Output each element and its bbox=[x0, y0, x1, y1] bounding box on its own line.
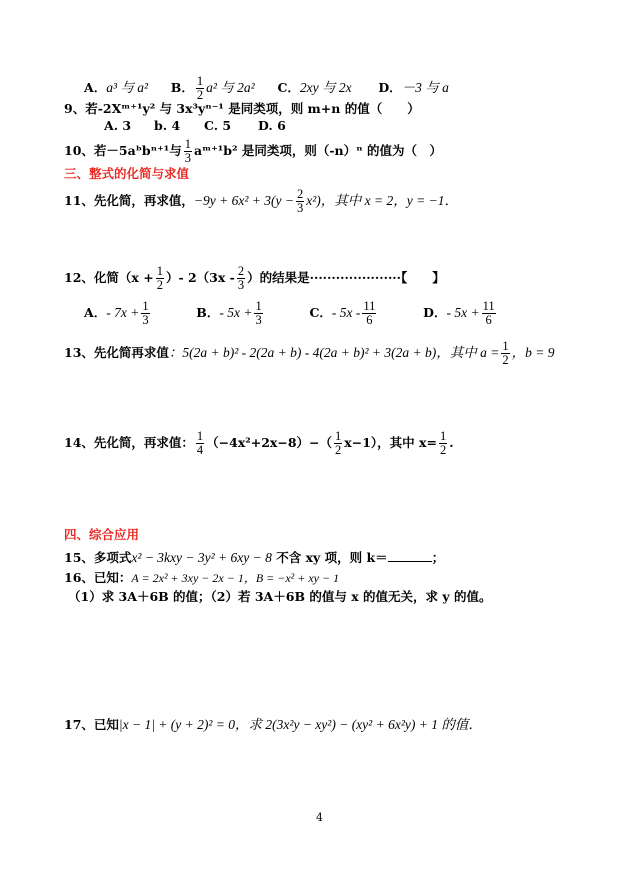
q16-prefix: 16、已知： bbox=[64, 570, 132, 585]
q14-suffix: . bbox=[449, 435, 454, 451]
q12-a-denominator: 3 bbox=[142, 313, 149, 328]
q8-option-c-label: C． bbox=[277, 80, 300, 96]
q16-expression: A = 2x² + 3xy − 2x − 1，B = −x² + xy − 1 bbox=[131, 571, 340, 585]
q11-fraction bbox=[296, 188, 304, 215]
q11-expression-a: −9y + 6x² + 3(y − bbox=[193, 193, 294, 209]
q10-fraction bbox=[184, 138, 192, 165]
q14-fraction-1 bbox=[196, 430, 204, 457]
q9-option-c: C. 5 bbox=[204, 118, 232, 133]
q9-stem: 9、若-2Xᵐ⁺¹y² 与 3x³yⁿ⁻¹ 是同类项，则 m+n 的值（ ） bbox=[64, 101, 420, 116]
q15-prefix: 15、多项式 bbox=[64, 550, 132, 565]
q8-option-c-text: 2xy 与 2x bbox=[299, 80, 352, 96]
q12-fraction-2 bbox=[237, 265, 245, 292]
q14-f1-denominator: 4 bbox=[196, 443, 204, 458]
q13-fraction bbox=[501, 340, 509, 367]
q11-stem bbox=[64, 188, 458, 215]
q17-stem bbox=[64, 718, 482, 732]
q12-option-d-label: D． bbox=[423, 305, 447, 321]
q9-option-a: A. 3 bbox=[104, 118, 132, 133]
q12-stem bbox=[64, 265, 445, 292]
q12-f2-numerator: 2 bbox=[237, 264, 245, 278]
q12-d-denominator: 6 bbox=[485, 313, 492, 328]
q15-stem bbox=[64, 551, 444, 565]
q13-prefix: 13、先化简再求值 bbox=[64, 345, 169, 361]
q12-f2-denominator: 3 bbox=[237, 278, 245, 293]
q12-option-d-text: - 5x + bbox=[446, 305, 480, 321]
q13-stem bbox=[64, 340, 555, 367]
q8-option-b-label: B． bbox=[170, 80, 194, 96]
q14-stem bbox=[64, 430, 454, 457]
q12-f1-denominator: 2 bbox=[156, 278, 163, 293]
q14-f2-denominator: 2 bbox=[335, 443, 342, 458]
q14-prefix: 14、先化简，再求值： bbox=[64, 435, 194, 451]
q15-middle: 不含 xy 项，则 k＝ bbox=[276, 550, 388, 565]
q17-expression: |x − 1| + (y + 2)² = 0，求 2(3x²y − xy²) − (xy² + 6x²y) + 1 的值． bbox=[118, 717, 482, 732]
section3-title: 三、整式的化简与求值 bbox=[64, 166, 190, 181]
q8-option-d-label: D． bbox=[378, 80, 402, 96]
q13-expression: ：5(2a + b)² - 2(2a + b) - 4(2a + b)² + 3(2a + b)，其中 a = bbox=[168, 345, 500, 361]
page-number: 4 bbox=[316, 811, 323, 824]
q12-option-a-fraction bbox=[141, 300, 149, 327]
q12-option-d-fraction bbox=[482, 300, 496, 327]
q8-b-denominator: 2 bbox=[196, 88, 204, 103]
q12-option-c-label: C． bbox=[309, 305, 332, 321]
q12-b-numerator: 1 bbox=[255, 299, 262, 313]
q12-b-denominator: 3 bbox=[255, 313, 262, 328]
q9-option-b: b. 4 bbox=[154, 118, 181, 133]
q12-a-numerator: 1 bbox=[142, 299, 149, 313]
q11-prefix: 11、先化简，再求值， bbox=[64, 193, 194, 209]
q8-option-b-text: a² 与 2a² bbox=[206, 80, 255, 96]
q14-f1-numerator: 1 bbox=[196, 429, 204, 443]
q14-f3-numerator: 1 bbox=[439, 429, 447, 443]
q9-options bbox=[104, 120, 286, 133]
q12-fraction-1 bbox=[156, 265, 164, 292]
q12-option-b-text: - 5x + bbox=[219, 305, 253, 321]
q12-option-b-fraction bbox=[254, 300, 262, 327]
q8-options bbox=[84, 75, 449, 102]
q13-denominator: 2 bbox=[502, 353, 509, 368]
q14-fraction-2 bbox=[334, 430, 342, 457]
q14-fraction-3 bbox=[439, 430, 447, 457]
q12-option-c-text: - 5x - bbox=[331, 305, 361, 321]
q13-suffix: ，b = 9 bbox=[511, 345, 555, 361]
q12-middle: ）- 2（3x - bbox=[165, 270, 235, 286]
q11-expression-b: x²) bbox=[306, 193, 321, 209]
q12-c-numerator: 11 bbox=[363, 299, 376, 313]
q14-middle: （−4x²+2x−8）−（ bbox=[206, 435, 333, 451]
q12-f1-numerator: 1 bbox=[156, 264, 163, 278]
q12-option-a-text: - 7x + bbox=[106, 305, 140, 321]
q10-prefix: 10、若－5aᵇbⁿ⁺¹与 bbox=[64, 143, 182, 159]
q10-denominator: 3 bbox=[184, 151, 191, 166]
q12-options bbox=[84, 300, 498, 327]
section4-title: 四、综合应用 bbox=[64, 527, 140, 542]
q15-answer-blank[interactable] bbox=[388, 551, 432, 562]
q14-f2-numerator: 1 bbox=[335, 429, 342, 443]
q12-prefix: 12、化简（x + bbox=[64, 270, 154, 286]
q8-b-numerator: 1 bbox=[196, 74, 204, 88]
q12-c-denominator: 6 bbox=[366, 313, 373, 328]
q11-numerator: 2 bbox=[297, 187, 304, 201]
q12-d-numerator: 11 bbox=[482, 299, 495, 313]
q17-prefix: 17、已知 bbox=[64, 717, 119, 732]
q12-option-c-fraction bbox=[362, 300, 376, 327]
q10-stem bbox=[64, 138, 442, 165]
q14-middle-2: x−1），其中 x= bbox=[344, 435, 437, 451]
q11-denominator: 3 bbox=[297, 201, 304, 216]
q15-suffix: ； bbox=[431, 550, 445, 565]
q8-option-d-text: －3 与 a bbox=[401, 80, 449, 96]
q12-suffix: ）的结果是·····················【 】 bbox=[247, 270, 445, 286]
q8-option-b-fraction bbox=[196, 75, 204, 102]
q12-option-b-label: B． bbox=[196, 305, 220, 321]
q8-option-a-text: a³ 与 a² bbox=[106, 80, 149, 96]
q16-stem bbox=[64, 572, 339, 585]
q8-option-a-label: A． bbox=[84, 80, 107, 96]
q9-option-d: D. 6 bbox=[258, 118, 286, 133]
q13-numerator: 1 bbox=[502, 339, 509, 353]
q10-suffix: aᵐ⁺¹b² 是同类项，则（-n）ⁿ 的值为（ ） bbox=[193, 143, 442, 159]
q15-expression: x² − 3kxy − 3y² + 6xy − 8 bbox=[131, 550, 272, 565]
q12-option-a-label: A． bbox=[84, 305, 107, 321]
q10-numerator: 1 bbox=[184, 137, 191, 151]
q14-f3-denominator: 2 bbox=[439, 443, 447, 458]
q11-suffix: ，其中 x = 2，y = −1． bbox=[320, 193, 458, 209]
q16-parts: （1）求 3A＋6B 的值；（2）若 3A＋6B 的值与 x 的值无关，求 y 的值。 bbox=[68, 589, 492, 604]
